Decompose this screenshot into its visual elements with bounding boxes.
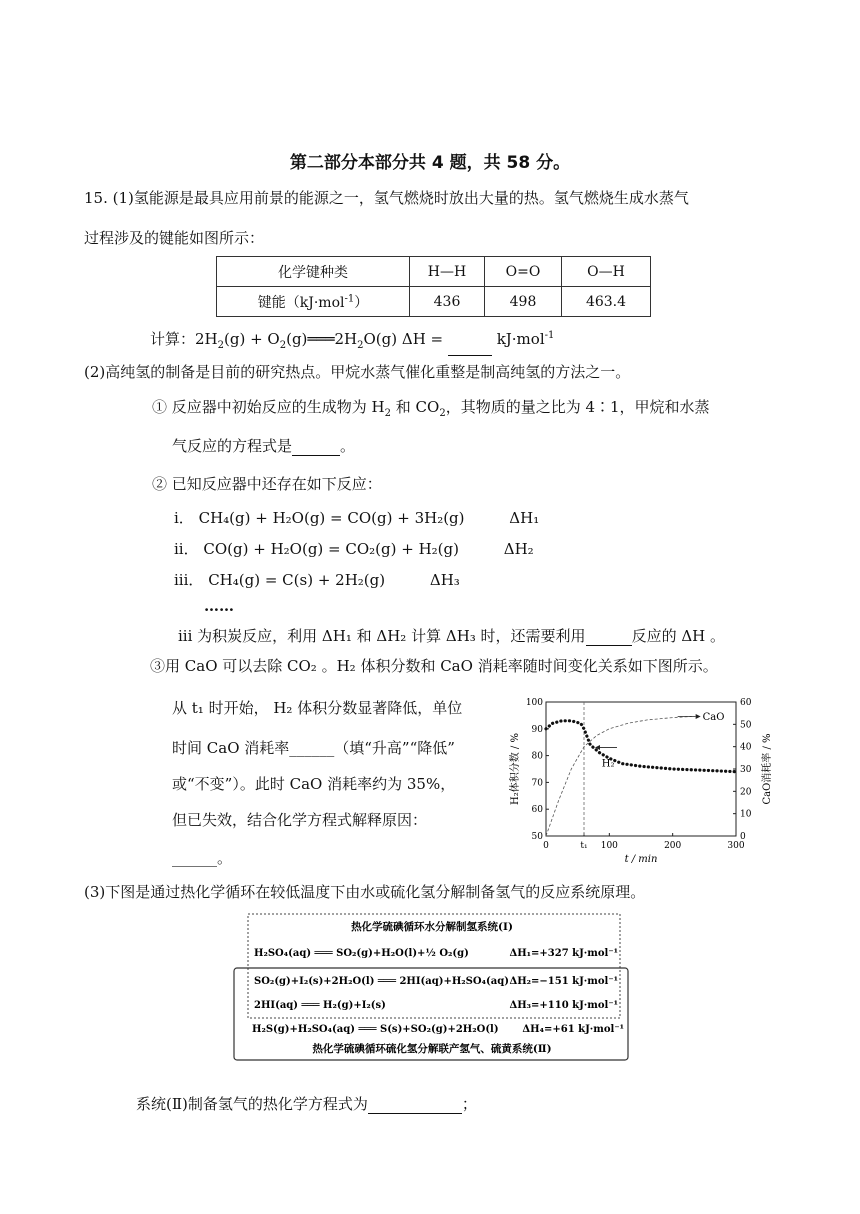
h2-cao-chart [508,694,776,870]
y-left-tick-label: 60 [531,805,543,816]
x-tick-label: 200 [664,841,682,851]
q15-p1-line1: 15. (1)氢能源是最具应用前景的能源之一，氢气燃烧时放出大量的热。氢气燃烧生成水蒸气 [84,189,689,207]
reaction-ii: ii． CO(g) + H₂O(g) = CO₂(g) + H₂(g) ΔH₂ [174,540,534,558]
x-axis-label: t / min [624,854,658,865]
scheme-dh: ΔH₁=+327 kJ·mol⁻¹ [509,948,618,959]
q15-p3-line1: (3)下图是通过热化学循环在较低温度下由水或硫化氢分解制备氢气的反应系统原理。 [84,883,646,901]
x-tick-label: 0 [543,841,549,851]
item3-text-line: 从 t₁ 时开始， H₂ 体积分数显著降低，单位 [172,699,463,717]
y-left-tick-label: 80 [531,751,543,762]
table-cell: 463.4 [562,287,651,317]
q15-p2-item1-line2: 气反应的方程式是 。 [172,437,356,455]
y-right-tick-label: 30 [740,765,752,775]
answer-blank[interactable] [368,1099,462,1114]
q15-p2-item2: ② 已知反应器中还存在如下反应： [152,475,382,493]
q15-p2-item3: ③用 CaO 可以去除 CO₂ 。H₂ 体积分数和 CaO 消耗率随时间变化关系如下图所示。 [150,657,718,675]
table-header: O—H [562,257,651,287]
x-tick-label: t₁ [580,841,588,851]
reaction-iii: iii． CH₄(g) = C(s) + 2H₂(g) ΔH₃ [174,571,460,589]
reaction-i: i． CH₄(g) + H₂O(g) = CO(g) + 3H₂(g) ΔH₁ [174,509,540,527]
table-header: O=O [485,257,562,287]
scheme-dh: ΔH₄=+61 kJ·mol⁻¹ [522,1024,624,1035]
y-left-tick-label: 50 [531,832,543,842]
table-cell: 436 [410,287,485,317]
scheme-dh: ΔH₂=−151 kJ·mol⁻¹ [509,976,618,987]
x-tick-label: 300 [727,841,745,851]
y-left-axis-label: H₂体积分数 / % [510,733,521,805]
y-right-tick-label: 20 [740,787,752,798]
y-right-tick-label: 50 [740,720,752,731]
ellipsis: …… [204,597,234,615]
q15-p2-line1: (2)高纯氢的制备是目前的研究热点。甲烷水蒸气催化重整是制高纯氢的方法之一。 [84,363,631,381]
scheme-eq: H₂SO₄(aq) ═══ SO₂(g)+H₂O(l)+½ O₂(g) [254,948,469,959]
table-cell: 498 [485,287,562,317]
q15-p2-item1: ① 反应器中初始反应的生成物为 $H_2$ 和 $CO_2$，其物质的量之比为 4∶1，甲烷和水蒸 [152,398,710,419]
y-left-tick-label: 90 [531,724,543,735]
y-right-tick-label: 60 [740,698,752,708]
scheme-eq: 2HI(aq) ═══ H₂(g)+I₂(s) [254,1000,386,1011]
y-left-tick-label: 100 [525,698,543,708]
table-row-label: 键能（kJ·mol$^{-1}$） [217,287,410,317]
y-right-tick-label: 40 [740,742,752,753]
y-right-tick-label: 0 [740,832,746,842]
item3-text-line: 或“不变”）。此时 CaO 消耗率约为 35%， [172,775,456,793]
iii-note: iii 为积炭反应，利用 ΔH₁ 和 ΔH₂ 计算 ΔH₃ 时，还需要利用 反应的 ΔH 。 [178,627,726,645]
table-header-row [217,257,651,287]
table-header: H—H [410,257,485,287]
answer-blank[interactable] [292,441,340,456]
q15-p1-line2: 过程涉及的键能如图所示： [84,229,265,247]
cao-label-arrowhead [696,714,701,719]
q15-p3-question: 系统(Ⅱ)制备氢气的热化学方程式为 ； [136,1095,477,1113]
y-right-tick-label: 10 [740,809,752,820]
answer-blank[interactable] [586,631,632,646]
item3-text-line: 时间 CaO 消耗率______（填“升高”“降低” [172,739,455,757]
answer-blank[interactable] [448,341,492,356]
x-tick-label: 100 [600,841,618,851]
y-right-axis-label: CaO消耗率 / % [762,733,773,805]
cao-series-line [546,717,692,837]
system-1-title: 热化学硫碘循环水分解制氢系统(Ⅰ) [351,921,513,933]
section-title: 第二部分本部分共 4 题，共 58 分。 [289,153,571,173]
scheme-eq: SO₂(g)+I₂(s)+2H₂O(l) ═══ 2HI(aq)+H₂SO₄(aq) [254,976,509,987]
item3-text-line: 但已失效，结合化学方程式解释原因： [172,811,428,829]
table-row [217,287,651,317]
h2-series-label: H₂ [601,758,615,770]
y-left-tick-label: 70 [531,778,543,789]
system-2-title: 热化学硫碘循环硫化氢分解联产氢气、硫黄系统(Ⅱ) [312,1043,552,1055]
scheme-eq: H₂S(g)+H₂SO₄(aq) ═══ S(s)+SO₂(g)+2H₂O(l) [252,1024,499,1035]
item3-text-line: ______。 [172,849,233,867]
cao-series-label: CaO [702,712,725,724]
scheme-dh: ΔH₃=+110 kJ·mol⁻¹ [509,1000,618,1011]
bond-energy-table [216,256,651,317]
reaction-system-scheme [232,912,630,1062]
calc-line: 计算：$2H_2(g)$ + $O_2(g)═══2H_2O(g) \Delta H = kJ\cdot mol^{-1}$ [150,326,554,356]
table-header: 化学键种类 [217,257,410,287]
